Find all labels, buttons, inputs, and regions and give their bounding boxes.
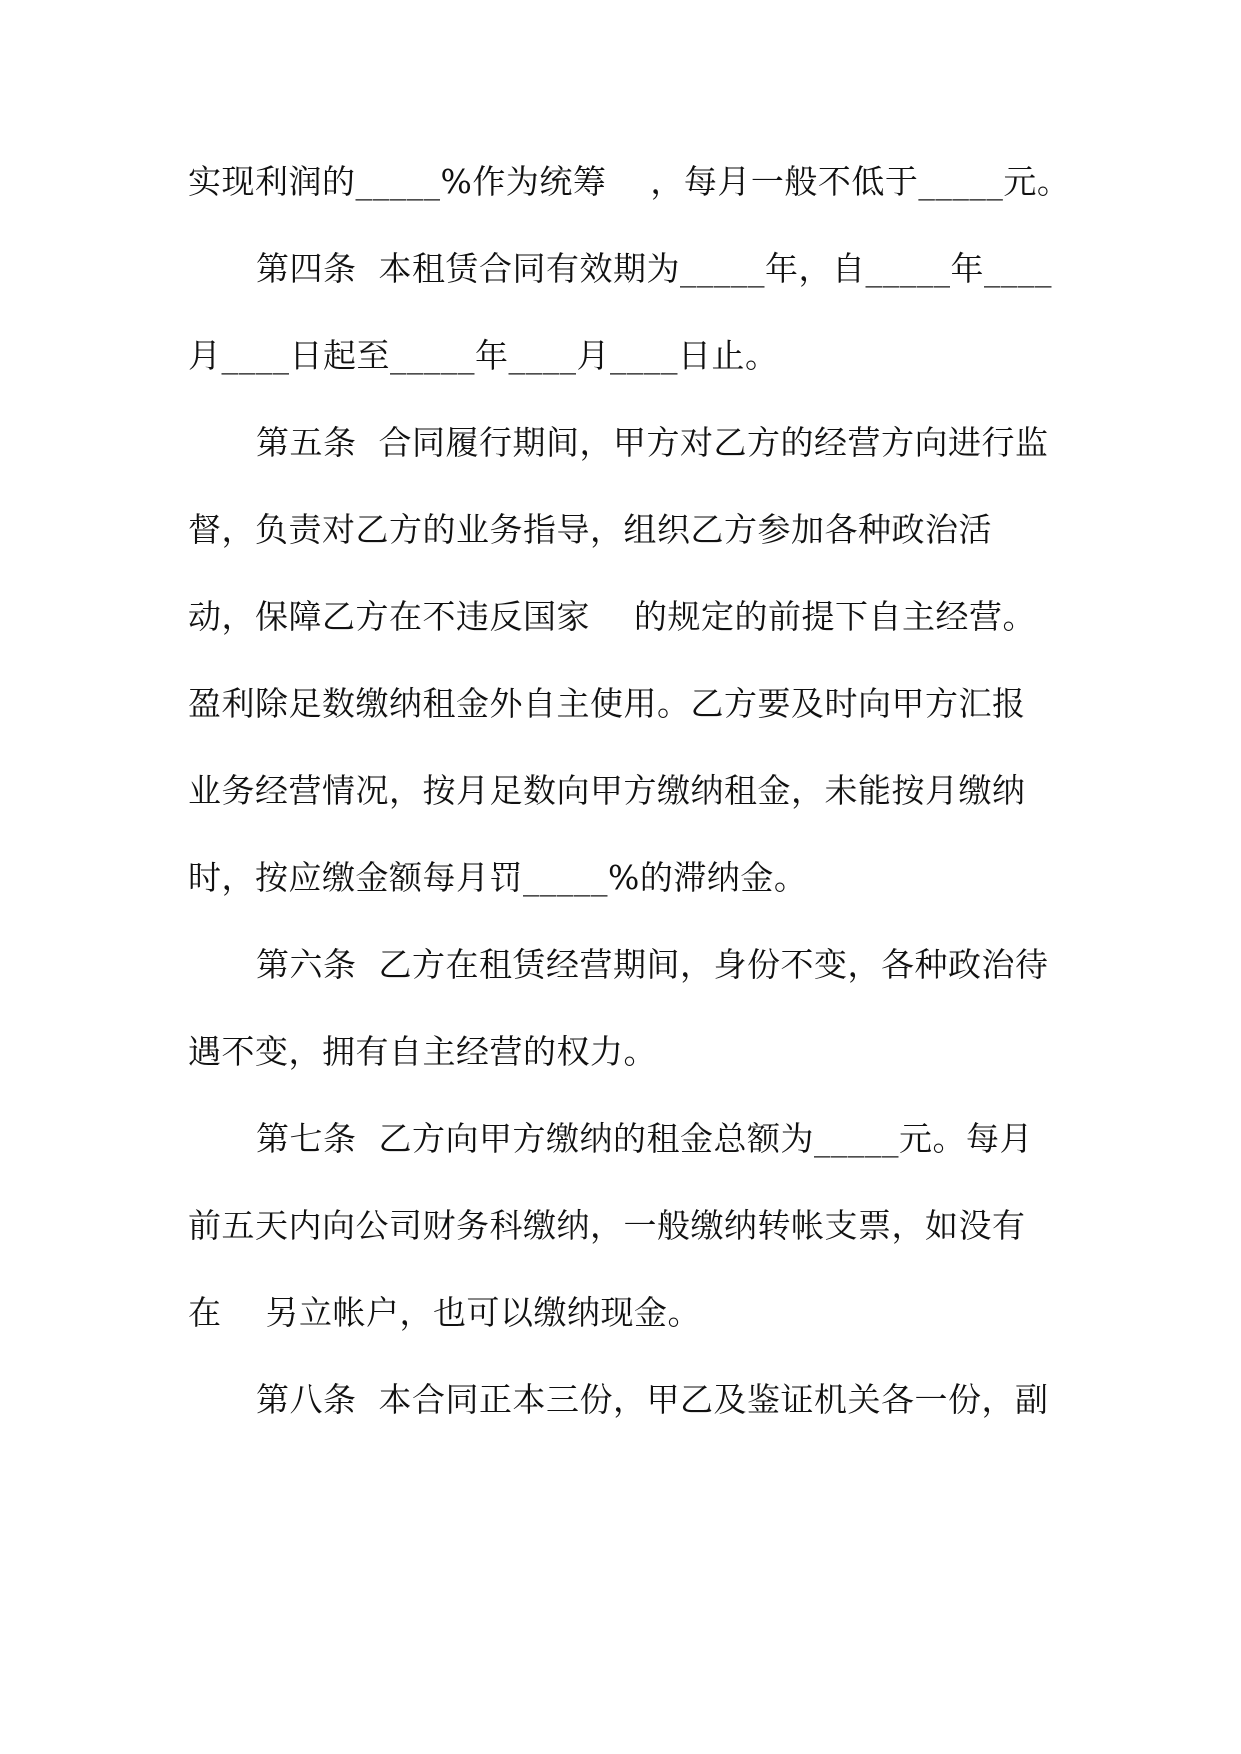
article-5-heading-line: 第五条 合同履行期间，甲方对乙方的经营方向进行监 [256,423,1049,462]
text-line-8: 业务经营情况，按月足数向甲方缴纳租金，未能按月缴纳 [188,771,1026,810]
text-line-7: 盈利除足数缴纳租金外自主使用。乙方要及时向甲方汇报 [188,684,1026,723]
text-line-6: 动，保障乙方在不违反国家 的规定的前提下自主经营。 [188,597,1036,636]
article-6-heading-line: 第六条 乙方在租赁经营期间，身份不变，各种政治待 [256,945,1049,984]
text-line-11: 遇不变，拥有自主经营的权力。 [188,1032,657,1071]
text-line-1: 实现利润的_____%作为统筹 ，每月一般不低于_____元。 [188,162,1071,201]
text-line-13: 前五天内向公司财务科缴纳，一般缴纳转帐支票，如没有 [188,1206,1026,1245]
article-8-heading-line: 第八条 本合同正本三份，甲乙及鉴证机关各一份，副 [256,1380,1049,1419]
article-7-heading-line: 第七条 乙方向甲方缴纳的租金总额为_____元。每月 [256,1119,1033,1158]
text-line-3: 月____日起至_____年____月____日止。 [188,336,779,375]
article-4-heading-line: 第四条 本租赁合同有效期为_____年，自_____年____ [256,249,1052,288]
text-line-5: 督，负责对乙方的业务指导，组织乙方参加各种政治活 [188,510,992,549]
text-line-9: 时，按应缴金额每月罚_____%的滞纳金。 [188,858,808,897]
text-line-14: 在 另立帐户，也可以缴纳现金。 [188,1293,701,1332]
